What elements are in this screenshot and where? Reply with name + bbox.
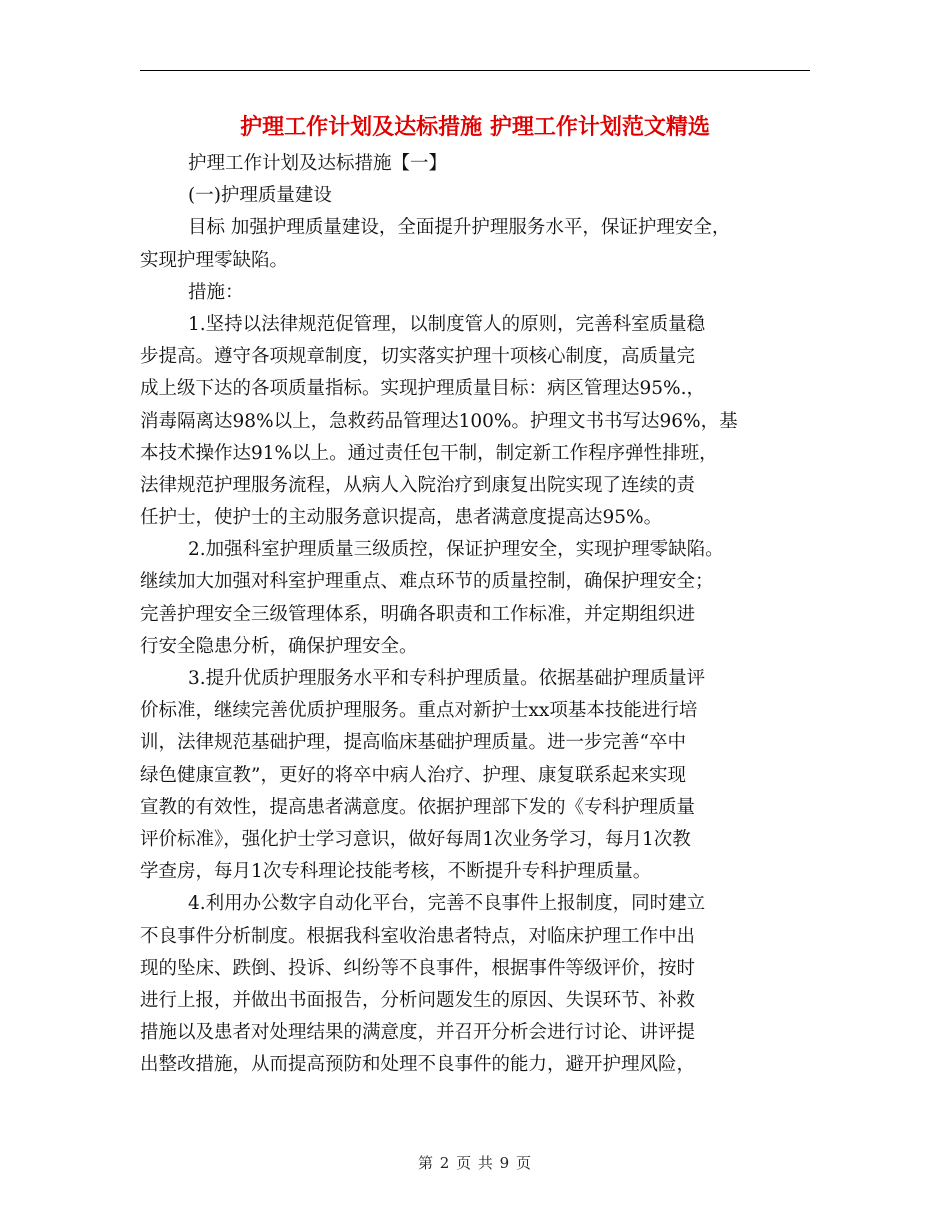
body-line: 绿色健康宣教”，更好的将卒中病人治疗、护理、康复联系起来实现 — [140, 764, 686, 786]
body-line: 消毒隔离达98%以上，急救药品管理达100%。护理文书书写达96%，基 — [140, 410, 738, 432]
body-line: 行安全隐患分析，确保护理安全。 — [140, 635, 418, 657]
body-line: 目标 加强护理质量建设，全面提升护理服务水平，保证护理安全， — [188, 217, 731, 239]
body-line: 成上级下达的各项质量指标。实现护理质量目标：病区管理达95%.， — [140, 378, 706, 400]
body-line: 1.坚持以法律规范促管理，以制度管人的原则，完善科室质量稳 — [188, 313, 706, 335]
body-line: (一)护理质量建设 — [188, 185, 332, 207]
body-line: 任护士，使护士的主动服务意识提高，患者满意度提高达95%。 — [140, 507, 663, 529]
page-footer: 第 2 页 共 9 页 — [418, 1154, 532, 1172]
body-line: 护理工作计划及达标措施【一】 — [188, 153, 448, 174]
body-line: 学查房，每月1次专科理论技能考核，不断提升专科护理质量。 — [140, 861, 652, 883]
body-line: 步提高。遵守各项规章制度，切实落实护理十项核心制度，高质量完 — [140, 346, 696, 368]
body-line: 继续加大加强对科室护理重点、难点环节的质量控制，确保护理安全； — [140, 571, 714, 593]
document-title: 护理工作计划及达标措施 护理工作计划范文精选 — [240, 114, 710, 140]
body-line: 价标准，继续完善优质护理服务。重点对新护士xx项基本技能进行培 — [140, 700, 698, 722]
body-line: 4.利用办公数字自动化平台，完善不良事件上报制度，同时建立 — [188, 893, 706, 915]
body-line: 不良事件分析制度。根据我科室收治患者特点，对临床护理工作中出 — [140, 925, 696, 947]
body-line: 进行上报，并做出书面报告，分析问题发生的原因、失误环节、补救 — [140, 989, 696, 1011]
body-line: 出整改措施，从而提高预防和处理不良事件的能力，避开护理风险， — [140, 1054, 696, 1076]
body-line: 完善护理安全三级管理体系，明确各职责和工作标准，并定期组织进 — [140, 603, 696, 625]
body-line: 3.提升优质护理服务水平和专科护理质量。依据基础护理质量评 — [188, 668, 706, 689]
body-line: 现的坠床、跌倒、投诉、纠纷等不良事件，根据事件等级评价，按时 — [140, 957, 696, 979]
body-line: 训，法律规范基础护理，提高临床基础护理质量。进一步完善“卒中 — [140, 732, 686, 754]
header-rule — [140, 70, 810, 71]
body-line: 2.加强科室护理质量三级质控，保证护理安全，实现护理零缺陷。 — [188, 539, 724, 561]
body-line: 实现护理零缺陷。 — [140, 249, 289, 271]
document-body — [140, 148, 810, 1081]
body-line: 措施以及患者对处理结果的满意度，并召开分析会进行讨论、讲评提 — [140, 1022, 696, 1044]
body-line: 措施： — [188, 281, 244, 303]
body-line: 法律规范护理服务流程，从病人入院治疗到康复出院实现了连续的责 — [140, 474, 696, 496]
body-line: 评价标准》，强化护士学习意识，做好每周1次业务学习，每月1次教 — [140, 828, 691, 850]
body-line: 宣教的有效性，提高患者满意度。依据护理部下发的《专科护理质量 — [140, 796, 696, 818]
body-line: 本技术操作达91%以上。通过责任包干制，制定新工作程序弹性排班， — [140, 442, 718, 464]
